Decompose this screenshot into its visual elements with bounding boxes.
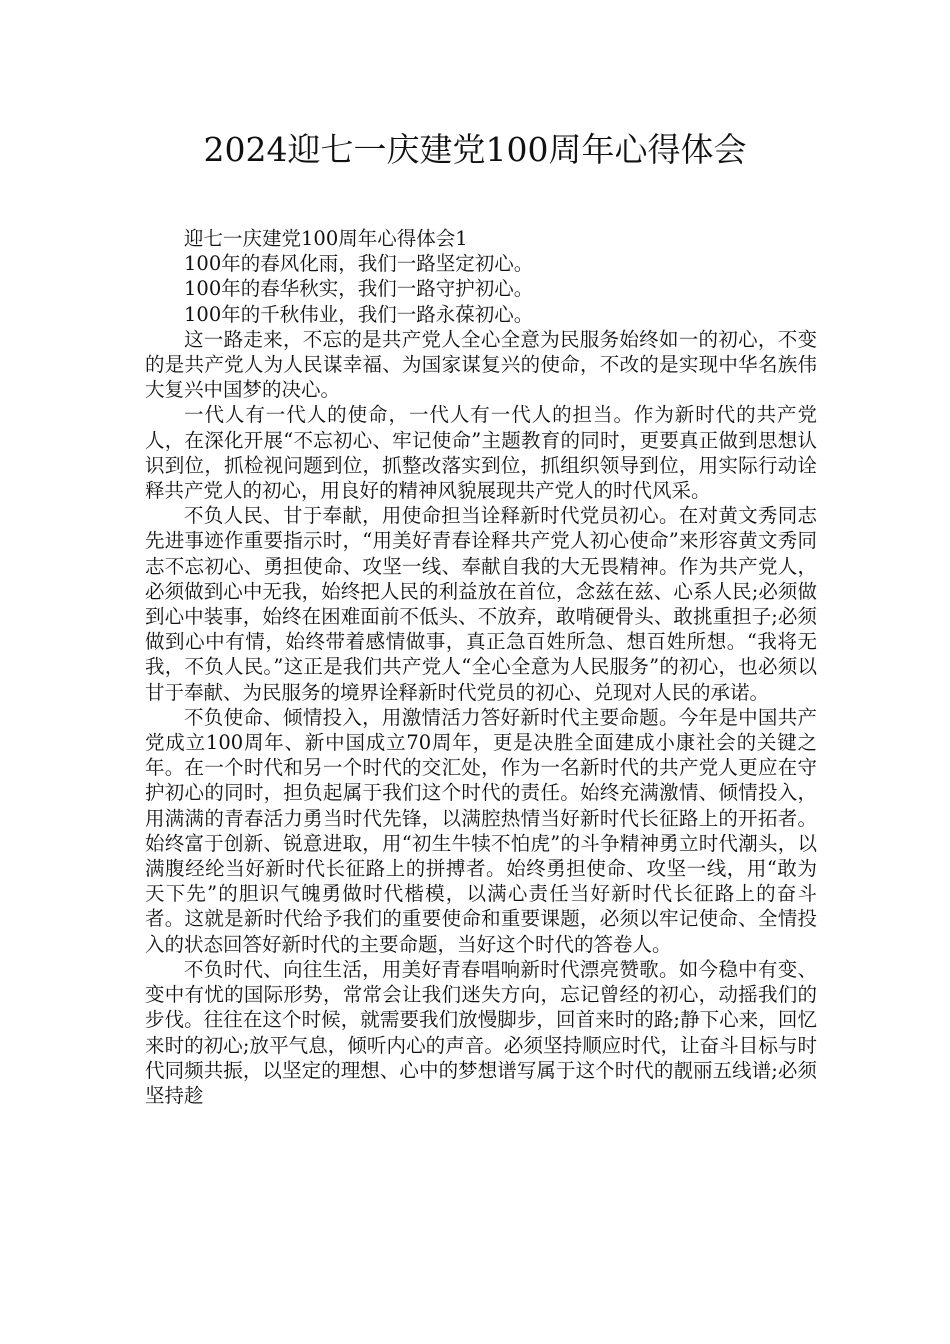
document-title: 2024迎七一庆建党100周年心得体会 xyxy=(203,130,747,169)
paragraph-intro: 这一路走来，不忘的是共产党人全心全意为民服务始终如一的初心，不变的是共产党人为人民谋幸福、为国家谋复兴的使命，不改的是实现中华名族伟大复兴中国梦的决心。 xyxy=(145,327,817,402)
document-body xyxy=(145,226,817,1108)
paragraph-mission: 一代人有一代人的使命，一代人有一代人的担当。作为新时代的共产党人，在深化开展“不忘初心、牢记使命”主题教育的同时，更要真正做到思想认识到位，抓检视问题到位，抓整改落实到位，抓组织领导到位，用实际行动诠释共产党人的初心，用良好的精神风貌展现共产党人的时代风采。 xyxy=(145,403,817,503)
paragraph-line-1: 100年的春风化雨，我们一路坚定初心。 xyxy=(184,252,534,276)
paragraph-line-2: 100年的春华秋实，我们一路守护初心。 xyxy=(184,277,534,301)
paragraph-people: 不负人民、甘于奉献，用使命担当诠释新时代党员初心。在对黄文秀同志先进事迹作重要指示时，“用美好青春诠释共产党人初心使命”来形容黄文秀同志不忘初心、勇担使命、攻坚一线、奉献自我的大无畏精神。作为共产党人，必须做到心中无我，始终把人民的利益放在首位，念兹在兹、心系人民;必须做到心中装事，始终在困难面前不低头、不放弃，敢啃硬骨头、敢挑重担子;必须做到心中有情，始终带着感情做事，真正急百姓所急、想百姓所想。“我将无我，不负人民。”这正是我们共产党人“全心全意为人民服务”的初心，也必须以甘于奉献、为民服务的境界诠释新时代党员的初心、兑现对人民的承诺。 xyxy=(145,504,817,704)
paragraph-subtitle: 迎七一庆建党100周年心得体会1 xyxy=(184,227,468,250)
paragraph-line-3: 100年的千秋伟业，我们一路永葆初心。 xyxy=(184,302,534,326)
paragraph-era: 不负时代、向往生活，用美好青春唱响新时代漂亮赞歌。如今稳中有变、变中有忧的国际形势，常常会让我们迷失方向，忘记曾经的初心，动摇我们的步伐。往往在这个时候，就需要我们放慢脚步，回首来时的路;静下心来，回忆来时的初心;放平气息，倾听内心的声音。必须坚持顺应时代，让奋斗目标与时代同频共振，以坚定的理想、心中的梦想谱写属于这个时代的靓丽五线谱;必须坚持趁 xyxy=(145,957,817,1107)
paragraph-duty: 不负使命、倾情投入，用激情活力答好新时代主要命题。今年是中国共产党成立100周年、新中国成立70周年，更是决胜全面建成小康社会的关键之年。在一个时代和另一个时代的交汇处，作为一名新时代的共产党人更应在守护初心的同时，担负起属于我们这个时代的责任。始终充满激情、倾情投入，用满满的青春活力勇当时代先锋，以满腔热情当好新时代长征路上的开拓者。始终富于创新、锐意进取，用“初生牛犊不怕虎”的斗争精神勇立时代潮头，以满腹经纶当好新时代长征路上的拼搏者。始终勇担使命、攻坚一线，用“敢为天下先”的胆识气魄勇做时代楷模，以满心责任当好新时代长征路上的奋斗者。这就是新时代给予我们的重要使命和重要课题，必须以牢记使命、全情投入的状态回答好新时代的主要命题，当好这个时代的答卷人。 xyxy=(145,705,817,956)
